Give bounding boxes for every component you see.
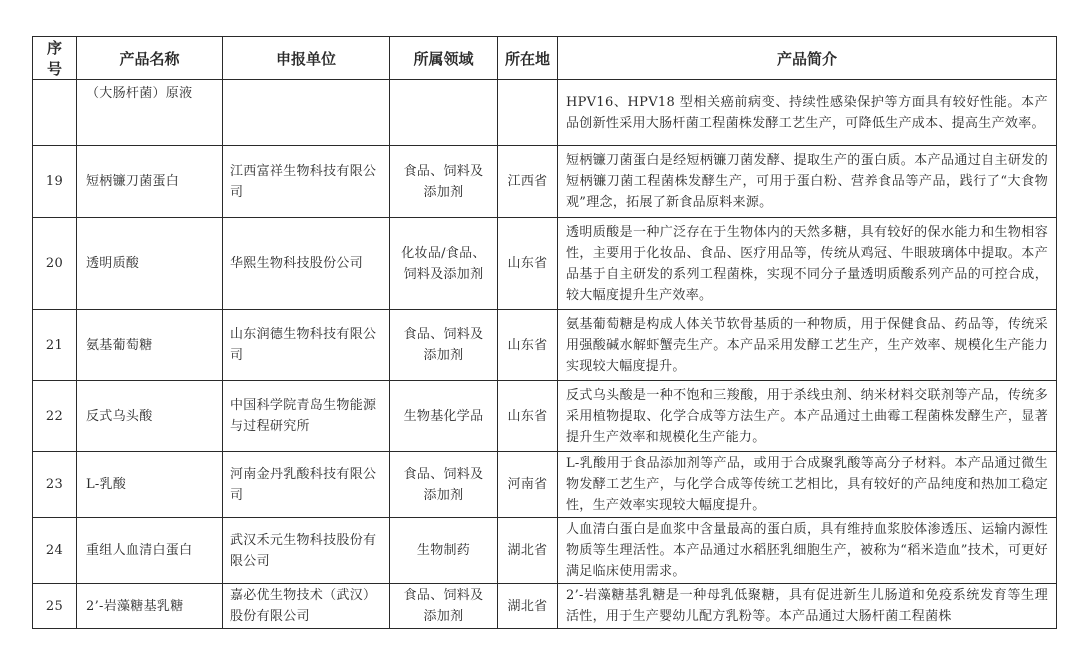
cell-location: 河南省 bbox=[498, 452, 558, 518]
col-header-intro: 产品简介 bbox=[558, 37, 1057, 80]
cell-applicant: 武汉禾元生物科技股份有限公司 bbox=[223, 518, 390, 584]
cell-location: 山东省 bbox=[498, 218, 558, 310]
cell-product-name: 2’-岩藻糖基乳糖 bbox=[77, 584, 223, 629]
col-header-no: 序号 bbox=[33, 37, 77, 80]
cell-field: 生物基化学品 bbox=[390, 381, 498, 452]
cell-intro: 人血清白蛋白是血浆中含量最高的蛋白质，具有维持血浆胶体渗透压、运输内源性物质等生理活性。本产品通过水稻胚乳细胞生产，被称为“稻米造血”技术，可更好满足临床使用需求。 bbox=[558, 518, 1057, 584]
cell-field: 食品、饲料及添加剂 bbox=[390, 310, 498, 381]
cell-applicant: 中国科学院青岛生物能源与过程研究所 bbox=[223, 381, 390, 452]
cell-applicant: 河南金丹乳酸科技有限公司 bbox=[223, 452, 390, 518]
table-header bbox=[33, 37, 1057, 80]
cell-applicant bbox=[223, 80, 390, 146]
table-row bbox=[33, 584, 1057, 629]
cell-location: 湖北省 bbox=[498, 584, 558, 629]
cell-applicant: 嘉必优生物技术（武汉）股份有限公司 bbox=[223, 584, 390, 629]
cell-location bbox=[498, 80, 558, 146]
cell-applicant: 华熙生物科技股份公司 bbox=[223, 218, 390, 310]
cell-no: 23 bbox=[33, 452, 77, 518]
cell-no: 22 bbox=[33, 381, 77, 452]
cell-applicant: 江西富祥生物科技有限公司 bbox=[223, 146, 390, 218]
cell-no: 21 bbox=[33, 310, 77, 381]
table-row bbox=[33, 80, 1057, 146]
cell-no: 24 bbox=[33, 518, 77, 584]
cell-field: 食品、饲料及添加剂 bbox=[390, 146, 498, 218]
cell-product-name: 重组人血清白蛋白 bbox=[77, 518, 223, 584]
product-table bbox=[32, 36, 1057, 629]
col-header-location: 所在地 bbox=[498, 37, 558, 80]
table-row bbox=[33, 518, 1057, 584]
cell-product-name: 氨基葡萄糖 bbox=[77, 310, 223, 381]
cell-location: 山东省 bbox=[498, 381, 558, 452]
cell-field: 食品、饲料及添加剂 bbox=[390, 584, 498, 629]
cell-location: 江西省 bbox=[498, 146, 558, 218]
cell-product-name: 反式乌头酸 bbox=[77, 381, 223, 452]
table-row bbox=[33, 310, 1057, 381]
cell-field: 化妆品/食品、饲料及添加剂 bbox=[390, 218, 498, 310]
cell-intro: 2’-岩藻糖基乳糖是一种母乳低聚糖，具有促进新生儿肠道和免疫系统发育等生理活性，用于生产婴幼儿配方乳粉等。本产品通过大肠杆菌工程菌株 bbox=[558, 584, 1057, 629]
cell-location: 湖北省 bbox=[498, 518, 558, 584]
cell-no bbox=[33, 80, 77, 146]
cell-no: 25 bbox=[33, 584, 77, 629]
table-row bbox=[33, 146, 1057, 218]
cell-no: 20 bbox=[33, 218, 77, 310]
cell-field: 食品、饲料及添加剂 bbox=[390, 452, 498, 518]
cell-intro: HPV16、HPV18 型相关癌前病变、持续性感染保护等方面具有较好性能。本产品创新性采用大肠杆菌工程菌株发酵工艺生产，可降低生产成本、提高生产效率。 bbox=[558, 80, 1057, 146]
cell-product-name: （大肠杆菌）原液 bbox=[77, 80, 223, 146]
cell-intro: 短柄镰刀菌蛋白是经短柄镰刀菌发酵、提取生产的蛋白质。本产品通过自主研发的短柄镰刀菌工程菌株发酵生产，可用于蛋白粉、营养食品等产品，践行了“大食物观”理念，拓展了新食品原料来源。 bbox=[558, 146, 1057, 218]
cell-product-name: 短柄镰刀菌蛋白 bbox=[77, 146, 223, 218]
cell-product-name: 透明质酸 bbox=[77, 218, 223, 310]
cell-intro: 透明质酸是一种广泛存在于生物体内的天然多糖，具有较好的保水能力和生物相容性，主要用于化妆品、食品、医疗用品等，传统从鸡冠、牛眼玻璃体中提取。本产品基于自主研发的系列工程菌株，实现不同分子量透明质酸系列产品的可控合成，较大幅度提升生产效率。 bbox=[558, 218, 1057, 310]
col-header-field: 所属领域 bbox=[390, 37, 498, 80]
cell-field: 生物制药 bbox=[390, 518, 498, 584]
col-header-applicant: 申报单位 bbox=[223, 37, 390, 80]
cell-intro: 反式乌头酸是一种不饱和三羧酸，用于杀线虫剂、纳米材料交联剂等产品，传统多采用植物提取、化学合成等方法生产。本产品通过土曲霉工程菌株发酵生产，显著提升生产效率和规模化生产能力。 bbox=[558, 381, 1057, 452]
col-header-product-name: 产品名称 bbox=[77, 37, 223, 80]
cell-location: 山东省 bbox=[498, 310, 558, 381]
table-row bbox=[33, 452, 1057, 518]
cell-no: 19 bbox=[33, 146, 77, 218]
cell-intro: L-乳酸用于食品添加剂等产品，或用于合成聚乳酸等高分子材料。本产品通过微生物发酵工艺生产，与化学合成等传统工艺相比，具有较好的产品纯度和热加工稳定性，生产效率实现较大幅度提升。 bbox=[558, 452, 1057, 518]
cell-applicant: 山东润德生物科技有限公司 bbox=[223, 310, 390, 381]
cell-field bbox=[390, 80, 498, 146]
cell-product-name: L-乳酸 bbox=[77, 452, 223, 518]
table-row bbox=[33, 381, 1057, 452]
cell-intro: 氨基葡萄糖是构成人体关节软骨基质的一种物质，用于保健食品、药品等，传统采用强酸碱水解虾蟹壳生产。本产品采用发酵工艺生产，生产效率、规模化生产能力实现较大幅度提升。 bbox=[558, 310, 1057, 381]
table-row bbox=[33, 218, 1057, 310]
